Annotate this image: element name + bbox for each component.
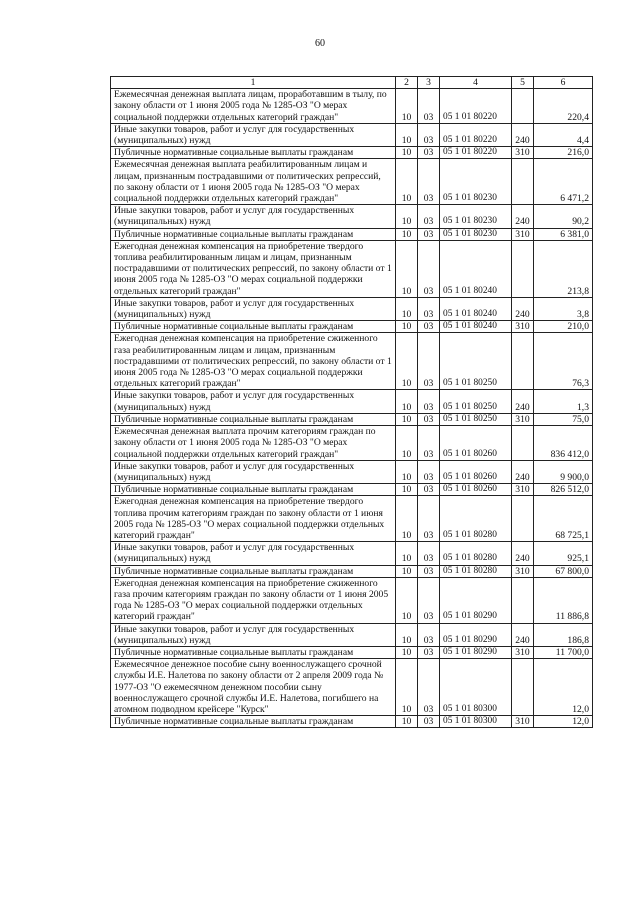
row-section-cell: 10 — [396, 577, 418, 623]
table-row — [111, 577, 593, 623]
row-section-cell: 10 — [396, 147, 418, 159]
row-amount-cell: 6 471,2 — [534, 159, 593, 205]
row-target-article-cell: 05 1 01 80240 — [440, 297, 512, 320]
row-expense-type-cell: 240 — [512, 390, 534, 413]
row-amount-cell: 213,8 — [534, 240, 593, 297]
column-header-1: 1 — [111, 77, 396, 89]
row-name-cell: Иные закупки товаров, работ и услуг для государственных (муниципальных) нужд — [111, 205, 396, 228]
row-target-article-cell: 05 1 01 80230 — [440, 205, 512, 228]
row-amount-cell: 220,4 — [534, 89, 593, 124]
row-name-cell: Публичные нормативные социальные выплаты гражданам — [111, 228, 396, 240]
row-target-article-cell: 05 1 01 80230 — [440, 159, 512, 205]
row-expense-type-cell — [512, 240, 534, 297]
row-amount-cell: 75,0 — [534, 413, 593, 425]
column-header-6: 6 — [534, 77, 593, 89]
row-section-cell: 10 — [396, 123, 418, 146]
row-section-cell: 10 — [396, 297, 418, 320]
row-expense-type-cell: 310 — [512, 646, 534, 658]
row-expense-type-cell: 240 — [512, 297, 534, 320]
row-expense-type-cell: 240 — [512, 623, 534, 646]
table-row — [111, 147, 593, 159]
row-subsection-cell: 03 — [418, 228, 440, 240]
row-subsection-cell: 03 — [418, 460, 440, 483]
row-name-cell: Иные закупки товаров, работ и услуг для государственных (муниципальных) нужд — [111, 297, 396, 320]
row-section-cell: 10 — [396, 413, 418, 425]
row-expense-type-cell — [512, 659, 534, 716]
row-subsection-cell: 03 — [418, 240, 440, 297]
row-name-cell: Публичные нормативные социальные выплаты гражданам — [111, 147, 396, 159]
row-section-cell: 10 — [396, 159, 418, 205]
header-row — [111, 77, 593, 89]
row-subsection-cell: 03 — [418, 147, 440, 159]
row-name-cell: Ежегодная денежная компенсация на приобретение твердого топлива реабилитированным лицам и лицам, признанным пострадавшими от политических репрессий, по закону области от 1 июня 2005 года № 1285-ОЗ "О мерах социальной поддержки отдельных категорий граждан" — [111, 240, 396, 297]
row-expense-type-cell — [512, 159, 534, 205]
row-expense-type-cell — [512, 333, 534, 390]
row-expense-type-cell: 240 — [512, 542, 534, 565]
table-row — [111, 89, 593, 124]
row-subsection-cell: 03 — [418, 413, 440, 425]
table-row — [111, 716, 593, 728]
row-name-cell: Ежемесячное денежное пособие сыну военнослужащего срочной службы И.Е. Налетова по закону области от 2 апреля 2009 года № 1977-ОЗ "О ежемесячном денежном пособии сыну военнослужащего срочной службы И.Е. Налетова, погибшего на атомном подводном крейсере "Курск" — [111, 659, 396, 716]
table-row — [111, 646, 593, 658]
row-amount-cell: 826 512,0 — [534, 484, 593, 496]
table-row — [111, 228, 593, 240]
row-section-cell: 10 — [396, 205, 418, 228]
row-amount-cell: 216,0 — [534, 147, 593, 159]
row-section-cell: 10 — [396, 484, 418, 496]
row-amount-cell: 3,8 — [534, 297, 593, 320]
row-amount-cell: 1,3 — [534, 390, 593, 413]
row-name-cell: Ежемесячная денежная выплата реабилитированным лицам и лицам, признанным пострадавшими от политических репрессий, по закону области от 1 июня 2005 года № 1285-ОЗ "О мерах социальной поддержки отдельных категорий граждан" — [111, 159, 396, 205]
row-section-cell: 10 — [396, 390, 418, 413]
row-amount-cell: 6 381,0 — [534, 228, 593, 240]
row-subsection-cell: 03 — [418, 321, 440, 333]
table-row — [111, 659, 593, 716]
row-target-article-cell: 05 1 01 80250 — [440, 333, 512, 390]
column-header-5: 5 — [512, 77, 534, 89]
table-row — [111, 321, 593, 333]
row-name-cell: Ежегодная денежная компенсация на приобретение твердого топлива прочим категориям граждан по закону области от 1 июня 2005 года № 1285-ОЗ "О мерах социальной поддержки отдельных категорий граждан" — [111, 496, 396, 542]
row-target-article-cell: 05 1 01 80280 — [440, 542, 512, 565]
column-header-2: 2 — [396, 77, 418, 89]
row-expense-type-cell — [512, 496, 534, 542]
table-row — [111, 205, 593, 228]
row-subsection-cell: 03 — [418, 123, 440, 146]
row-amount-cell: 836 412,0 — [534, 426, 593, 461]
table-row — [111, 426, 593, 461]
row-target-article-cell: 05 1 01 80240 — [440, 240, 512, 297]
row-target-article-cell: 05 1 01 80280 — [440, 496, 512, 542]
row-name-cell: Иные закупки товаров, работ и услуг для государственных (муниципальных) нужд — [111, 460, 396, 483]
row-name-cell: Публичные нормативные социальные выплаты гражданам — [111, 321, 396, 333]
row-expense-type-cell: 310 — [512, 716, 534, 728]
row-name-cell: Публичные нормативные социальные выплаты гражданам — [111, 484, 396, 496]
row-target-article-cell: 05 1 01 80230 — [440, 228, 512, 240]
row-name-cell: Публичные нормативные социальные выплаты гражданам — [111, 565, 396, 577]
page-number: 60 — [315, 38, 325, 49]
row-expense-type-cell: 310 — [512, 565, 534, 577]
row-amount-cell: 90,2 — [534, 205, 593, 228]
row-subsection-cell: 03 — [418, 496, 440, 542]
row-amount-cell: 186,8 — [534, 623, 593, 646]
row-name-cell: Ежегодная денежная компенсация на приобретение сжиженного газа реабилитированным лицам и лицам, признанным пострадавшими от политических репрессий, по закону области от 1 июня 2005 года № 1285-ОЗ "О мерах социальной поддержки отдельных категорий граждан" — [111, 333, 396, 390]
row-amount-cell: 12,0 — [534, 716, 593, 728]
row-expense-type-cell: 310 — [512, 321, 534, 333]
row-subsection-cell: 03 — [418, 333, 440, 390]
row-expense-type-cell — [512, 89, 534, 124]
row-section-cell: 10 — [396, 321, 418, 333]
row-target-article-cell: 05 1 01 80290 — [440, 623, 512, 646]
table-row — [111, 496, 593, 542]
column-header-3: 3 — [418, 77, 440, 89]
row-subsection-cell: 03 — [418, 542, 440, 565]
row-target-article-cell: 05 1 01 80260 — [440, 426, 512, 461]
row-target-article-cell: 05 1 01 80220 — [440, 123, 512, 146]
row-name-cell: Иные закупки товаров, работ и услуг для государственных (муниципальных) нужд — [111, 123, 396, 146]
row-name-cell: Иные закупки товаров, работ и услуг для государственных (муниципальных) нужд — [111, 390, 396, 413]
row-subsection-cell: 03 — [418, 159, 440, 205]
row-target-article-cell: 05 1 01 80300 — [440, 716, 512, 728]
table-row — [111, 565, 593, 577]
row-target-article-cell: 05 1 01 80290 — [440, 577, 512, 623]
table-row — [111, 413, 593, 425]
row-name-cell: Иные закупки товаров, работ и услуг для государственных (муниципальных) нужд — [111, 623, 396, 646]
row-subsection-cell: 03 — [418, 565, 440, 577]
row-target-article-cell: 05 1 01 80260 — [440, 484, 512, 496]
row-expense-type-cell: 310 — [512, 484, 534, 496]
row-target-article-cell: 05 1 01 80220 — [440, 147, 512, 159]
row-name-cell: Публичные нормативные социальные выплаты гражданам — [111, 646, 396, 658]
row-expense-type-cell: 310 — [512, 147, 534, 159]
column-header-4: 4 — [440, 77, 512, 89]
row-subsection-cell: 03 — [418, 577, 440, 623]
budget-table — [110, 76, 593, 728]
row-section-cell: 10 — [396, 228, 418, 240]
row-subsection-cell: 03 — [418, 484, 440, 496]
row-name-cell: Ежемесячная денежная выплата лицам, проработавшим в тылу, по закону области от 1 июня 2005 года № 1285-ОЗ "О мерах социальной поддержки отдельных категорий граждан" — [111, 89, 396, 124]
table-row — [111, 240, 593, 297]
row-subsection-cell: 03 — [418, 205, 440, 228]
row-expense-type-cell — [512, 426, 534, 461]
row-target-article-cell: 05 1 01 80260 — [440, 460, 512, 483]
row-subsection-cell: 03 — [418, 89, 440, 124]
table-row — [111, 159, 593, 205]
row-subsection-cell: 03 — [418, 297, 440, 320]
row-section-cell: 10 — [396, 89, 418, 124]
row-amount-cell: 210,0 — [534, 321, 593, 333]
row-amount-cell: 11 886,8 — [534, 577, 593, 623]
table-row — [111, 484, 593, 496]
row-target-article-cell: 05 1 01 80280 — [440, 565, 512, 577]
row-expense-type-cell: 310 — [512, 228, 534, 240]
row-name-cell: Публичные нормативные социальные выплаты гражданам — [111, 716, 396, 728]
row-subsection-cell: 03 — [418, 659, 440, 716]
row-amount-cell: 9 900,0 — [534, 460, 593, 483]
row-expense-type-cell: 240 — [512, 205, 534, 228]
row-subsection-cell: 03 — [418, 623, 440, 646]
row-target-article-cell: 05 1 01 80240 — [440, 321, 512, 333]
row-section-cell: 10 — [396, 496, 418, 542]
table-row — [111, 542, 593, 565]
row-section-cell: 10 — [396, 333, 418, 390]
row-section-cell: 10 — [396, 716, 418, 728]
row-section-cell: 10 — [396, 240, 418, 297]
row-amount-cell: 76,3 — [534, 333, 593, 390]
row-section-cell: 10 — [396, 659, 418, 716]
table-row — [111, 460, 593, 483]
row-expense-type-cell: 240 — [512, 123, 534, 146]
row-amount-cell: 4,4 — [534, 123, 593, 146]
row-name-cell: Публичные нормативные социальные выплаты гражданам — [111, 413, 396, 425]
row-target-article-cell: 05 1 01 80250 — [440, 390, 512, 413]
row-section-cell: 10 — [396, 426, 418, 461]
row-target-article-cell: 05 1 01 80220 — [440, 89, 512, 124]
row-expense-type-cell: 310 — [512, 413, 534, 425]
row-amount-cell: 12,0 — [534, 659, 593, 716]
row-section-cell: 10 — [396, 646, 418, 658]
row-section-cell: 10 — [396, 565, 418, 577]
row-target-article-cell: 05 1 01 80250 — [440, 413, 512, 425]
row-target-article-cell: 05 1 01 80300 — [440, 659, 512, 716]
row-name-cell: Ежегодная денежная компенсация на приобретение сжиженного газа прочим категориям граждан по закону области от 1 июня 2005 года № 1285-ОЗ "О мерах социальной поддержки отдельных категорий граждан" — [111, 577, 396, 623]
row-subsection-cell: 03 — [418, 716, 440, 728]
row-section-cell: 10 — [396, 460, 418, 483]
table-row — [111, 623, 593, 646]
row-target-article-cell: 05 1 01 80290 — [440, 646, 512, 658]
row-section-cell: 10 — [396, 542, 418, 565]
table-row — [111, 333, 593, 390]
row-subsection-cell: 03 — [418, 646, 440, 658]
row-section-cell: 10 — [396, 623, 418, 646]
row-amount-cell: 11 700,0 — [534, 646, 593, 658]
row-amount-cell: 925,1 — [534, 542, 593, 565]
row-subsection-cell: 03 — [418, 426, 440, 461]
row-name-cell: Ежемесячная денежная выплата прочим категориям граждан по закону области от 1 июня 2005 года № 1285-ОЗ "О мерах социальной поддержки отдельных категорий граждан" — [111, 426, 396, 461]
table-row — [111, 297, 593, 320]
row-amount-cell: 68 725,1 — [534, 496, 593, 542]
table-row — [111, 390, 593, 413]
row-subsection-cell: 03 — [418, 390, 440, 413]
row-expense-type-cell — [512, 577, 534, 623]
row-amount-cell: 67 800,0 — [534, 565, 593, 577]
table-row — [111, 123, 593, 146]
row-expense-type-cell: 240 — [512, 460, 534, 483]
row-name-cell: Иные закупки товаров, работ и услуг для государственных (муниципальных) нужд — [111, 542, 396, 565]
